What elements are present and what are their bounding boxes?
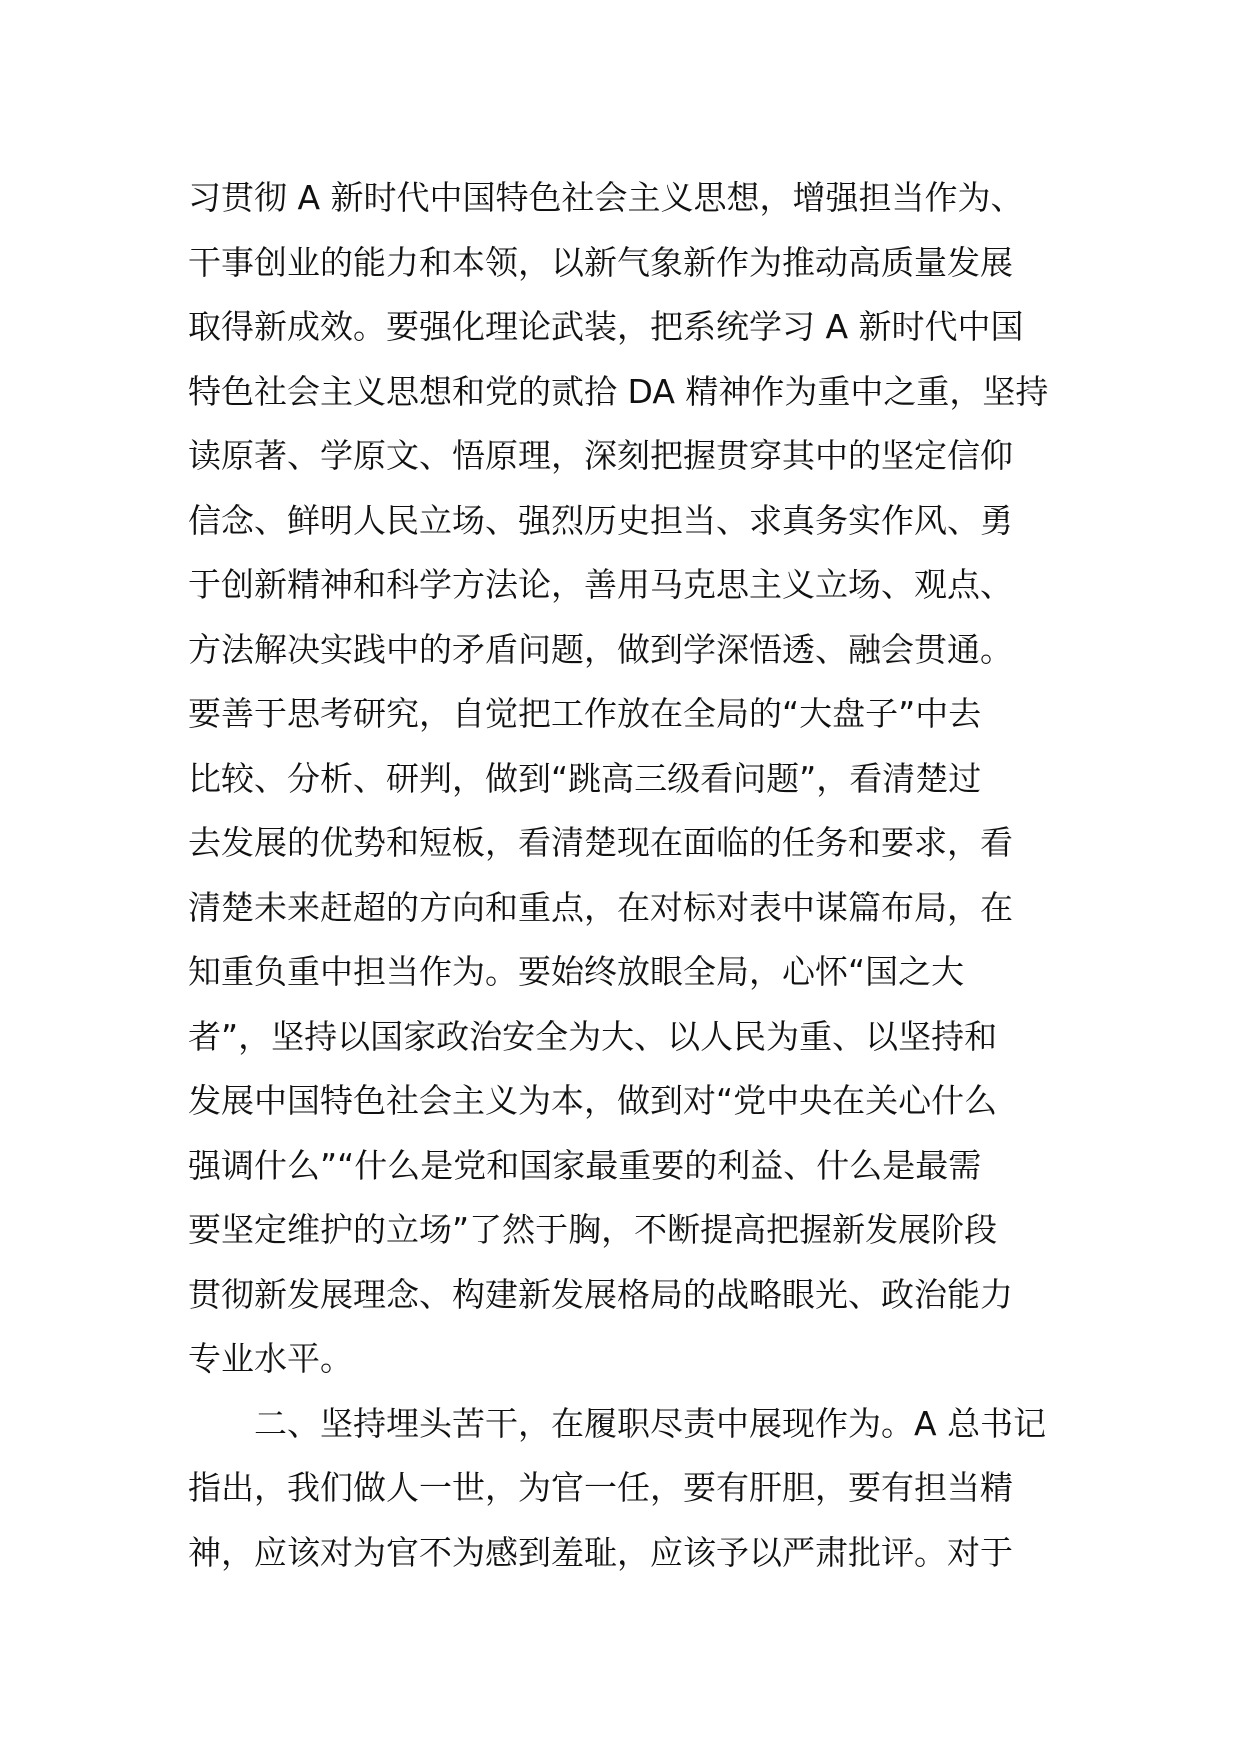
text-line: 神，应该对为官不为感到羞耻，应该予以严肃批评。对于 bbox=[188, 1532, 1013, 1572]
text-line: 发展中国特色社会主义为本，做到对“党中央在关心什么 bbox=[188, 1081, 998, 1120]
text-line: 专业水平。 bbox=[188, 1339, 353, 1378]
text-line: 读原著、学原文、悟原理，深刻把握贯穿其中的坚定信仰 bbox=[188, 436, 1013, 475]
text-line: 于创新精神和科学方法论，善用马克思主义立场、观点、 bbox=[188, 565, 1013, 604]
text-line: 方法解决实践中的矛盾问题，做到学深悟透、融会贯通。 bbox=[188, 629, 1013, 669]
text-line: 干事创业的能力和本领，以新气象新作为推动高质量发展 bbox=[188, 242, 1013, 282]
body-text bbox=[188, 166, 1068, 1585]
text-line: 清楚未来赶超的方向和重点，在对标对表中谋篇布局，在 bbox=[188, 887, 1013, 927]
text-line: 强调什么”“什么是党和国家最重要的利益、什么是最需 bbox=[188, 1145, 982, 1185]
text-line: 贯彻新发展理念、构建新发展格局的战略眼光、政治能力 bbox=[188, 1274, 1013, 1314]
text-line: 指出，我们做人一世，为官一任，要有肝胆，要有担当精 bbox=[188, 1468, 1013, 1507]
text-line: 取得新成效。要强化理论武装，把系统学习 A 新时代中国 bbox=[188, 307, 1024, 346]
text-line: 特色社会主义思想和党的贰拾 DA 精神作为重中之重，坚持 bbox=[188, 371, 1049, 411]
section-heading-line: 二、坚持埋头苦干，在履职尽责中展现作为。A 总书记 bbox=[254, 1403, 1047, 1443]
text-line: 者”，坚持以国家政治安全为大、以人民为重、以坚持和 bbox=[188, 1016, 998, 1056]
text-line: 信念、鲜明人民立场、强烈历史担当、求真务实作风、勇 bbox=[188, 500, 1013, 540]
text-line: 要善于思考研究，自觉把工作放在全局的“大盘子”中去 bbox=[188, 694, 982, 733]
text-line: 知重负重中担当作为。要始终放眼全局，心怀“国之大 bbox=[188, 952, 965, 991]
text-line: 习贯彻 A 新时代中国特色社会主义思想，增强担当作为、 bbox=[188, 178, 1024, 217]
text-line: 去发展的优势和短板，看清楚现在面临的任务和要求，看 bbox=[188, 823, 1013, 862]
text-line: 要坚定维护的立场”了然于胸，不断提高把握新发展阶段 bbox=[188, 1210, 998, 1249]
text-line: 比较、分析、研判，做到“跳高三级看问题”，看清楚过 bbox=[188, 758, 982, 798]
